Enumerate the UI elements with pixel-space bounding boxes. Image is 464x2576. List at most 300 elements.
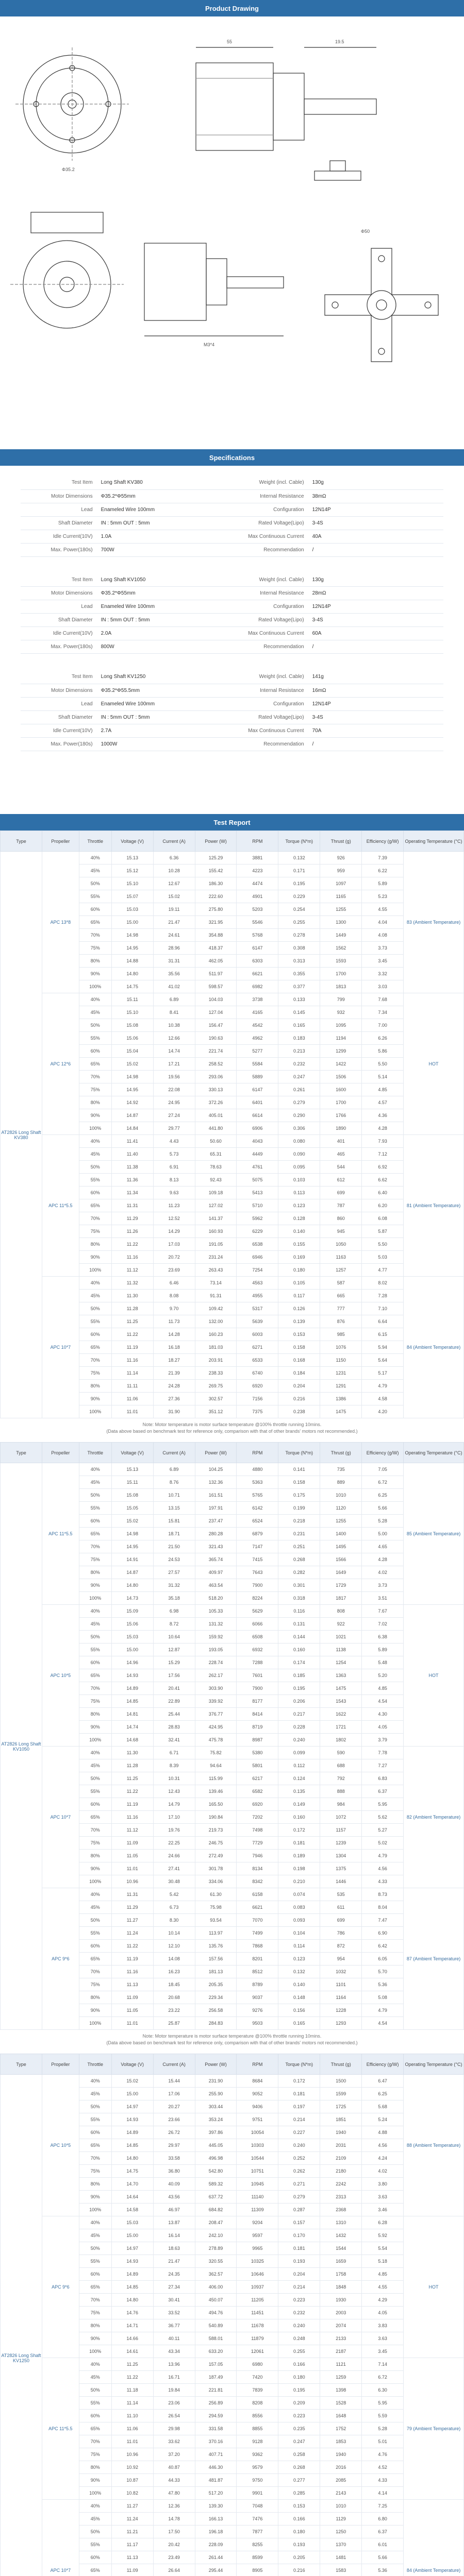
column-header: Efficiency (g/W) <box>362 2054 404 2075</box>
cell: 40% <box>79 2358 111 2371</box>
cell: 8.76 <box>153 1476 195 1489</box>
cell: 11.36 <box>111 1174 153 1187</box>
cell: 7048 <box>237 2500 278 2513</box>
spec-key: Internal Resistance <box>232 684 308 697</box>
cell: 9750 <box>237 2474 278 2487</box>
cell: 11.05 <box>111 1850 153 1862</box>
cell: 0.195 <box>278 1682 320 1695</box>
cell: 8255 <box>237 2538 278 2551</box>
cell: 135.76 <box>195 1940 237 1953</box>
cell: 15.05 <box>111 1502 153 1515</box>
cell: 4.29 <box>362 2294 404 2307</box>
spec-key: Motor Dimensions <box>21 587 97 600</box>
cell: 6980 <box>237 2358 278 2371</box>
spec-value: 130g <box>308 573 443 587</box>
cell: 75% <box>79 1978 111 1991</box>
cell: 14.85 <box>111 2281 153 2294</box>
cell: 6.40 <box>362 1187 404 1199</box>
cell: 0.113 <box>278 1187 320 1199</box>
spec-value: Enameled Wire 100mm <box>97 697 232 710</box>
spec-table <box>21 573 443 654</box>
cell: 0.210 <box>278 1875 320 1888</box>
cell: 1930 <box>320 2294 362 2307</box>
cell: 11.29 <box>111 1212 153 1225</box>
cell: 127.04 <box>195 1006 237 1019</box>
cell: 587 <box>320 1277 362 1290</box>
cell: 61.30 <box>195 1888 237 1901</box>
cell: 5.59 <box>362 2410 404 2422</box>
cell: 11678 <box>237 2319 278 2332</box>
cell: 45% <box>79 1901 111 1914</box>
cell: 3.45 <box>362 955 404 968</box>
cell: 11879 <box>237 2332 278 2345</box>
cell: 0.153 <box>278 2500 320 2513</box>
cell: 0.165 <box>278 2017 320 2030</box>
propeller-name: APC 13*8 <box>42 852 79 993</box>
spec-value: Long Shaft KV380 <box>97 476 232 489</box>
cell: 208.47 <box>195 2216 237 2229</box>
cell: 263.43 <box>195 1264 237 1277</box>
cell: 3.03 <box>362 980 404 993</box>
cell: 5.66 <box>362 2551 404 2564</box>
cell: 1622 <box>320 1708 362 1721</box>
cell: 14.75 <box>111 2165 153 2178</box>
cell: 0.183 <box>278 1032 320 1045</box>
cell: 6.26 <box>362 1032 404 1045</box>
cell: 80% <box>79 1708 111 1721</box>
cell: 6.08 <box>362 1212 404 1225</box>
table-row <box>1 2500 464 2513</box>
cell: 70% <box>79 2435 111 2448</box>
cell: 50% <box>79 1161 111 1174</box>
cell: 7.10 <box>362 1302 404 1315</box>
cell: 5629 <box>237 1605 278 1618</box>
cell: 90% <box>79 1721 111 1734</box>
cell: 735 <box>320 1463 362 1476</box>
spec-key: Max Continuous Current <box>232 627 308 640</box>
propeller-name: APC 11*5.5 <box>42 1135 79 1277</box>
cell: 17.03 <box>153 1238 195 1251</box>
cell: 7643 <box>237 1566 278 1579</box>
cell: 4.30 <box>362 1708 404 1721</box>
cell: 4.28 <box>362 1553 404 1566</box>
cell: 50% <box>79 2100 111 2113</box>
cell: 0.255 <box>278 916 320 929</box>
cell: 0.240 <box>278 2319 320 2332</box>
table-row <box>1 1888 464 1901</box>
specifications-header <box>0 449 464 466</box>
cell: 11.22 <box>111 1785 153 1798</box>
cell: 370.16 <box>195 2435 237 2448</box>
column-header: Current (A) <box>153 2054 195 2075</box>
spec-value: IN : 5mm OUT : 5mm <box>97 516 232 530</box>
cell: 321.95 <box>195 916 237 929</box>
cell: 14.89 <box>111 2126 153 2139</box>
cell: 2180 <box>320 2165 362 2178</box>
spec-value: 3-4S <box>308 614 443 627</box>
column-header: Thrust (g) <box>320 831 362 852</box>
cell: 0.128 <box>278 1212 320 1225</box>
cell: 1304 <box>320 1850 362 1862</box>
cell: 0.193 <box>278 2538 320 2551</box>
cell: 93.54 <box>195 1914 237 1927</box>
cell: 5.50 <box>362 1238 404 1251</box>
cell: 1363 <box>320 1669 362 1682</box>
cell: 1648 <box>320 2410 362 2422</box>
cell: 3.79 <box>362 1734 404 1747</box>
cell: 9204 <box>237 2216 278 2229</box>
cell: 984 <box>320 1798 362 1811</box>
cell: 588.01 <box>195 2332 237 2345</box>
cell: 922 <box>320 1618 362 1631</box>
cell: 15.08 <box>111 1489 153 1502</box>
cell: 10.87 <box>111 2474 153 2487</box>
cell: 11.25 <box>111 1315 153 1328</box>
cell: 9.70 <box>153 1302 195 1315</box>
cell: 5.36 <box>362 2564 404 2576</box>
cell: 11.14 <box>111 2397 153 2410</box>
cell: 186.30 <box>195 877 237 890</box>
cell: 1259 <box>320 2371 362 2384</box>
cell: 4.05 <box>362 2307 404 2319</box>
spec-value: 16mΩ <box>308 684 443 697</box>
cell: 10325 <box>237 2255 278 2268</box>
cell: 3.73 <box>362 942 404 955</box>
cell: 799 <box>320 993 362 1006</box>
cell: 4.79 <box>362 2004 404 2017</box>
cell: 0.301 <box>278 1579 320 1592</box>
cell: 11.01 <box>111 1405 153 1418</box>
cell: 7070 <box>237 1914 278 1927</box>
cell: 8.13 <box>153 1174 195 1187</box>
cell: 0.240 <box>278 2139 320 2152</box>
cell: 14.76 <box>111 2307 153 2319</box>
cell: 3.63 <box>362 2332 404 2345</box>
cell: 11.13 <box>111 1978 153 1991</box>
cell: 6.05 <box>362 1953 404 1965</box>
cell: 100% <box>79 1592 111 1605</box>
cell: 161.51 <box>195 1489 237 1502</box>
cell: 14.80 <box>111 968 153 980</box>
cell: 90% <box>79 1251 111 1264</box>
cell: 0.153 <box>278 1328 320 1341</box>
cell: 589.32 <box>195 2178 237 2191</box>
cell: 14.64 <box>111 2191 153 2204</box>
cell: 20.41 <box>153 1682 195 1695</box>
cell: 1254 <box>320 1656 362 1669</box>
cell: 8.72 <box>153 1618 195 1631</box>
cell: 5889 <box>237 1071 278 1083</box>
cell: 115.99 <box>195 1772 237 1785</box>
cell: 32.41 <box>153 1734 195 1747</box>
cell: 1165 <box>320 890 362 903</box>
cell: 0.158 <box>278 1341 320 1354</box>
cell: 159.92 <box>195 1631 237 1643</box>
cell: 0.171 <box>278 865 320 877</box>
cell: 9.63 <box>153 1187 195 1199</box>
cell: 1101 <box>320 1978 362 1991</box>
cell: 0.214 <box>278 2281 320 2294</box>
cell: 17.56 <box>153 1669 195 1682</box>
cell: 65% <box>79 1341 111 1354</box>
cell: 517.20 <box>195 2487 237 2500</box>
cell: 75% <box>79 1553 111 1566</box>
cell: 0.156 <box>278 2004 320 2017</box>
cell: 6.64 <box>362 1315 404 1328</box>
cell: 1813 <box>320 980 362 993</box>
cell: 45% <box>79 1618 111 1631</box>
spec-value: 12N14P <box>308 600 443 614</box>
cell: 242.10 <box>195 2229 237 2242</box>
cell: 5.87 <box>362 1225 404 1238</box>
spec-table <box>21 476 443 557</box>
cell: 7.00 <box>362 1019 404 1032</box>
cell: 5710 <box>237 1199 278 1212</box>
cell: 0.216 <box>278 2564 320 2576</box>
cell: 301.78 <box>195 1862 237 1875</box>
cell: 8855 <box>237 2422 278 2435</box>
cell: 258.52 <box>195 1058 237 1071</box>
cell: 11.09 <box>111 2564 153 2576</box>
cell: 0.279 <box>278 1096 320 1109</box>
cell: 65% <box>79 1669 111 1682</box>
cell: 475.78 <box>195 1734 237 1747</box>
cell: 20.27 <box>153 2100 195 2113</box>
cell: 6.36 <box>153 852 195 865</box>
cell: 8.04 <box>362 1901 404 1914</box>
cell: 1300 <box>320 916 362 929</box>
cell: 0.277 <box>278 2474 320 2487</box>
cell: 9276 <box>237 2004 278 2017</box>
cell: 191.05 <box>195 1238 237 1251</box>
propeller-name: APC 10*7 <box>42 2500 79 2576</box>
spec-key: Rated Voltage(Lipo) <box>232 516 308 530</box>
cell: 441.80 <box>195 1122 237 1135</box>
cell: 10303 <box>237 2139 278 2152</box>
cell: 1940 <box>320 2126 362 2139</box>
cell: 205.35 <box>195 1978 237 1991</box>
cell: 0.132 <box>278 1965 320 1978</box>
cell: 7156 <box>237 1393 278 1405</box>
cell: 15.10 <box>111 877 153 890</box>
cell: 0.181 <box>278 1837 320 1850</box>
cell: 45% <box>79 2513 111 2526</box>
cell: 0.232 <box>278 1058 320 1071</box>
cell: 30.41 <box>153 2294 195 2307</box>
cell: 0.252 <box>278 2152 320 2165</box>
cell: 1700 <box>320 968 362 980</box>
cell: 418.37 <box>195 942 237 955</box>
cell: 50% <box>79 1914 111 1927</box>
cell: 18.63 <box>153 2242 195 2255</box>
spec-value: Long Shaft KV1050 <box>97 573 232 587</box>
cell: 14.58 <box>111 2204 153 2216</box>
cell: 222.60 <box>195 890 237 903</box>
cell: 926 <box>320 852 362 865</box>
cell: 75.82 <box>195 1747 237 1759</box>
cell: 0.195 <box>278 2384 320 2397</box>
table-row <box>1 1277 464 1290</box>
cell: 11.01 <box>111 2017 153 2030</box>
cell: 4.02 <box>362 2165 404 2178</box>
cell: 2016 <box>320 2461 362 2474</box>
cell: 6142 <box>237 1502 278 1515</box>
cell: 4.04 <box>362 916 404 929</box>
cell: 4761 <box>237 1161 278 1174</box>
propeller-name: APC 11*5.5 <box>42 2358 79 2500</box>
cell: 954 <box>320 1953 362 1965</box>
cell: 100% <box>79 1264 111 1277</box>
cell: 11.73 <box>153 1315 195 1328</box>
cell: 0.308 <box>278 942 320 955</box>
column-header: Voltage (V) <box>111 831 153 852</box>
cell: 5765 <box>237 1489 278 1502</box>
cell: 13.15 <box>153 1502 195 1515</box>
cell: 14.98 <box>111 1528 153 1540</box>
cell: 21.47 <box>153 2255 195 2268</box>
cell: 7868 <box>237 1940 278 1953</box>
cell: 11.34 <box>111 1187 153 1199</box>
cell: 24.61 <box>153 929 195 942</box>
cell: 0.170 <box>278 2229 320 2242</box>
cell: 11.16 <box>111 1354 153 1367</box>
cell: 11309 <box>237 2204 278 2216</box>
cell: 15.00 <box>111 1643 153 1656</box>
cell: 0.080 <box>278 1135 320 1148</box>
cell: 18.27 <box>153 1354 195 1367</box>
cell: 65% <box>79 2281 111 2294</box>
cell: 50% <box>79 1489 111 1502</box>
cell: 55% <box>79 2397 111 2410</box>
cell: 11.01 <box>111 2435 153 2448</box>
cell: 542.80 <box>195 2165 237 2178</box>
cell: 50.60 <box>195 1135 237 1148</box>
operating-temperature: 84 (Ambient Temperature) <box>404 1277 464 1418</box>
cell: 24.66 <box>153 1850 195 1862</box>
cell: 598.57 <box>195 980 237 993</box>
cell: 9037 <box>237 1991 278 2004</box>
cell: 0.262 <box>278 2165 320 2178</box>
cell: 15.08 <box>111 1019 153 1032</box>
cell: 8342 <box>237 1875 278 1888</box>
cell: 4955 <box>237 1290 278 1302</box>
cell: 0.166 <box>278 2358 320 2371</box>
spec-key: Shaft Diameter <box>21 614 97 627</box>
cell: 0.238 <box>278 1405 320 1418</box>
cell: 275.80 <box>195 903 237 916</box>
cell: 0.199 <box>278 1502 320 1515</box>
cell: 7.78 <box>362 1747 404 1759</box>
cell: 16.71 <box>153 2371 195 2384</box>
cell: 6614 <box>237 1109 278 1122</box>
cell: 4.57 <box>362 1096 404 1109</box>
cell: 14.89 <box>111 1682 153 1695</box>
cell: 75% <box>79 1083 111 1096</box>
spec-value: / <box>308 640 443 654</box>
cell: 295.44 <box>195 2564 237 2576</box>
cell: 14.87 <box>111 1109 153 1122</box>
cell: 100% <box>79 2017 111 2030</box>
cell: 294.59 <box>195 2410 237 2422</box>
cell: 6.62 <box>362 1174 404 1187</box>
cell: 8.30 <box>153 1914 195 1927</box>
column-header: RPM <box>237 831 278 852</box>
cell: 229.34 <box>195 1991 237 2004</box>
cell: 1475 <box>320 1682 362 1695</box>
cell: 65.31 <box>195 1148 237 1161</box>
cell: 139.46 <box>195 1785 237 1798</box>
cell: 0.285 <box>278 2487 320 2500</box>
cell: 26.72 <box>153 2126 195 2139</box>
cell: 0.268 <box>278 2461 320 2474</box>
cell: 11.05 <box>111 2004 153 2017</box>
cell: 70% <box>79 2152 111 2165</box>
cell: 6.46 <box>153 1277 195 1290</box>
cell: 50% <box>79 1631 111 1643</box>
cell: 5363 <box>237 1476 278 1489</box>
operating-temperature: 84 (Ambient Temperature) <box>404 2500 464 2576</box>
cell: 8.08 <box>153 1290 195 1302</box>
cell: 35.56 <box>153 968 195 980</box>
cell: 7420 <box>237 2371 278 2384</box>
cell: 4.14 <box>362 2487 404 2500</box>
cell: 15.03 <box>111 1631 153 1643</box>
cell: 6.42 <box>362 1940 404 1953</box>
cell: 65% <box>79 2564 111 2576</box>
operating-temperature: 81 (Ambient Temperature) <box>404 1135 464 1277</box>
operating-temperature: 88 (Ambient Temperature) <box>404 2075 464 2216</box>
spec-value: 1000W <box>97 737 232 751</box>
spec-value: Φ35.2*Φ55mm <box>97 489 232 503</box>
cell: 45% <box>79 1759 111 1772</box>
cell: 24.95 <box>153 1096 195 1109</box>
cell: 8719 <box>237 1721 278 1734</box>
cell: 401 <box>320 1135 362 1148</box>
cell: 15.10 <box>111 1006 153 1019</box>
cell: 5.28 <box>362 2422 404 2435</box>
cell: 50% <box>79 877 111 890</box>
cell: 1095 <box>320 1019 362 1032</box>
cell: 612 <box>320 1174 362 1187</box>
cell: 1231 <box>320 1367 362 1380</box>
cell: 3.80 <box>362 2178 404 2191</box>
cell: 0.149 <box>278 1798 320 1811</box>
cell: 40% <box>79 2216 111 2229</box>
cell: 11.40 <box>111 1148 153 1161</box>
cell: 40% <box>79 993 111 1006</box>
spec-value: 130g <box>308 476 443 489</box>
cell: 14.88 <box>111 955 153 968</box>
spec-value: 2.0A <box>97 627 232 640</box>
cell: 22.89 <box>153 1695 195 1708</box>
cell: 8.02 <box>362 1277 404 1290</box>
cell: 75% <box>79 1367 111 1380</box>
column-header: Voltage (V) <box>111 2054 153 2075</box>
cell: 4.79 <box>362 1380 404 1393</box>
cell: 165.50 <box>195 1798 237 1811</box>
cell: 4.79 <box>362 1850 404 1862</box>
cell: 11.18 <box>111 2384 153 2397</box>
cell: 365.74 <box>195 1553 237 1566</box>
cell: 0.227 <box>278 2126 320 2139</box>
cell: 6932 <box>237 1643 278 1656</box>
cell: 3.32 <box>362 968 404 980</box>
cell: 10.38 <box>153 1019 195 1032</box>
cell: 45% <box>79 2088 111 2100</box>
cell: 0.218 <box>278 1515 320 1528</box>
cell: 0.172 <box>278 1824 320 1837</box>
cell: 14.81 <box>111 1708 153 1721</box>
